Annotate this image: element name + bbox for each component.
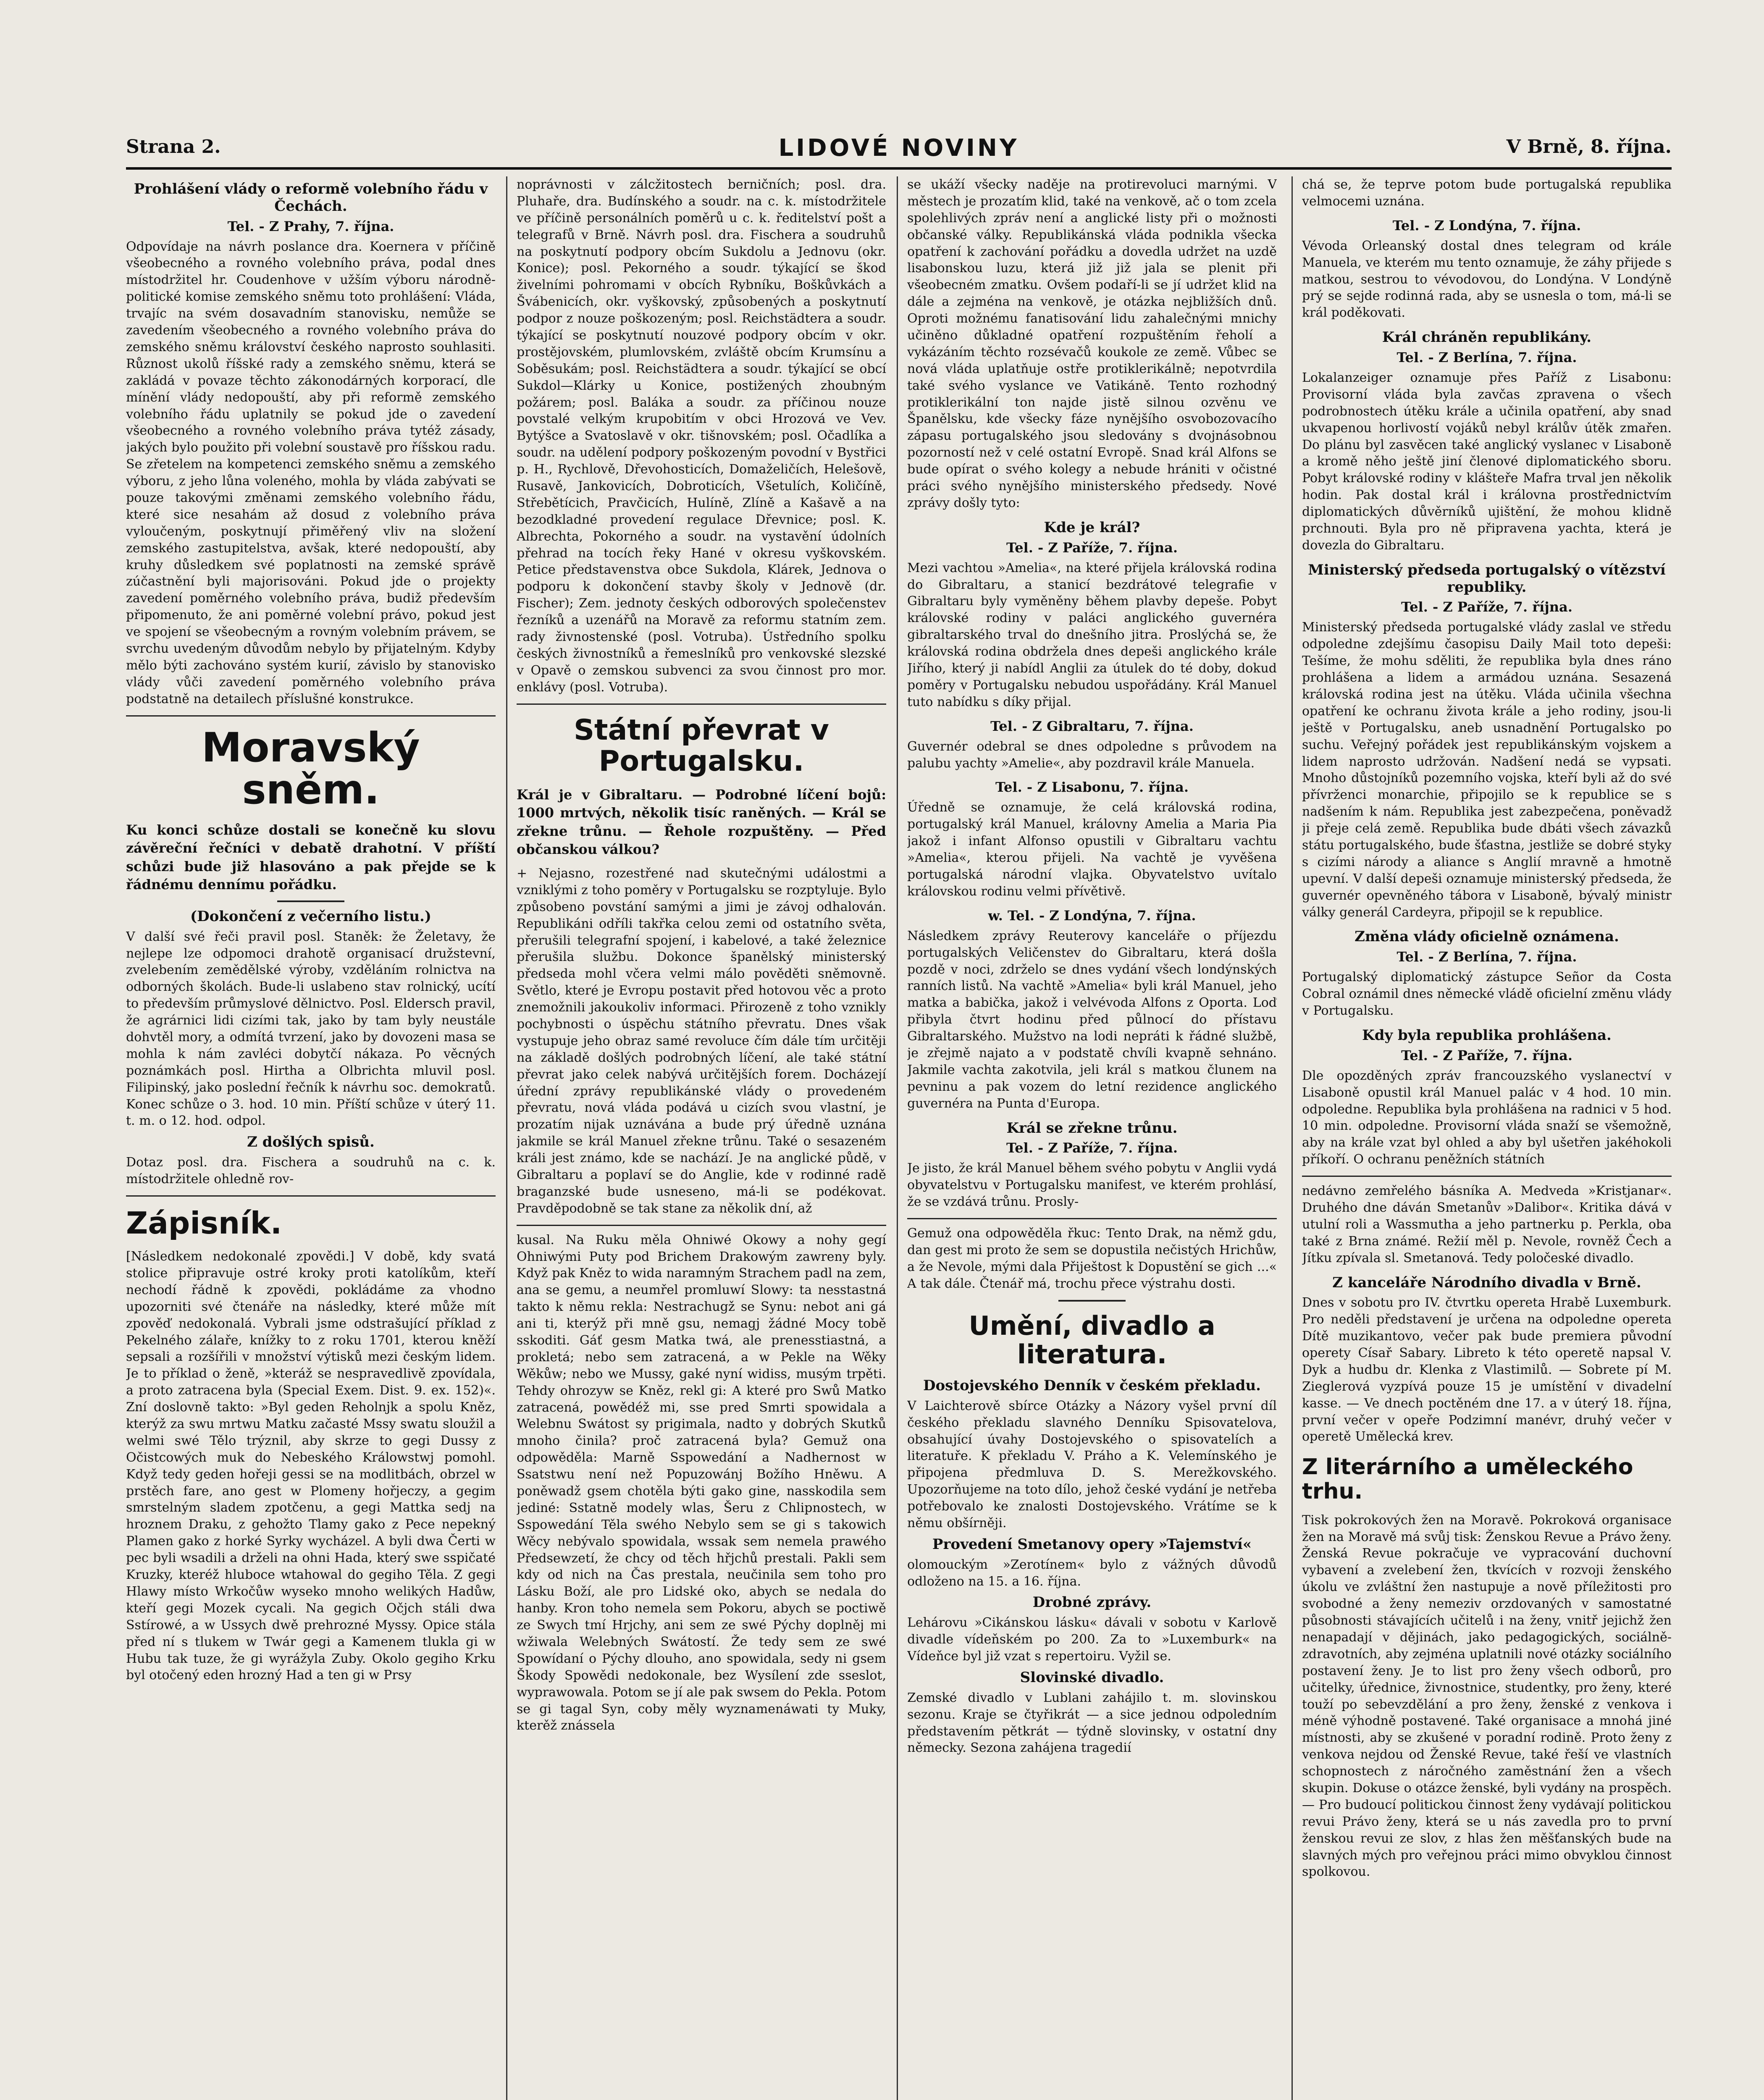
dateline: Tel. - Z Lisabonu, 7. října. <box>995 779 1189 795</box>
masthead-rule <box>126 167 1672 170</box>
dateline: Tel. - Z Prahy, 7. října. <box>227 218 394 234</box>
article-continuation <box>907 176 1277 512</box>
dateline: Tel. - Z Paříže, 7. října. <box>1006 1140 1178 1156</box>
article-lisabon <box>907 779 1277 900</box>
article-body: Lokalanzeiger oznamuje přes Paříž z Lisabonu: Provisorní vláda byla zavčas zpravena o všech podrobnostech útěku krále a učinila opatření, aby snad ukvapenou horlivostí vojáků nebyl králův útěk zmařen. Do plánu byl zasvěcen také anglický vyslanec v Lisaboně a kromě něho ještě jiní členové diplomatického sboru. Pobyt královské rodiny v klášteře Mafra trval jen několik hodin. Pak dostal král i královna prostřednictvím diplomatických důvěrníků ujištění, že mohou klidně prchnouti. Byla pro ně připravena yachta, která je dovezla do Gibraltaru. <box>1302 370 1672 553</box>
section-heading: Státní převrat v Portugalsku. <box>574 713 829 778</box>
article-body: se ukáží všecky naděje na protirevoluci marnými. V městech je prozatím klid, také na venkově, ač o tom zcela spolehlivých zpráv není a anglické listy při o možnosti občanské války. Republikánská vláda podnikla všecka opatření k zachování pořádku a dovedla udržet na uzdě lisabonskou luzu, která již již jala se plenit při všeobecném zmatku. Ovšem podaří-li se jí udržet klid na dále a zejména na venkově, je otázka nejbližších dnů. Oproti možnému fanatisování lidu zahalečnými mnichy učiněno důkladné opatření rozpuštěním řeholí a vykázáním těchto rozsévačů koukole ze země. Vůbec se nová vláda uplatňuje ostře protiklerikálně; nepotvrdila také svého vyslance ve Vatikáně. Tento rozhodný protiklerikální ton najde jistě silnou ozvěnu ve Španělsku, kde všecky fáze nynějšího osvobozovacího zápasu portugalského jsou sledovány s dvojnásobnou pozorností než v celé ostatní Evropě. Snad král Alfons se bude opírat o svého kolegy a nebude hrániti v očistné práci svého nynějšího ministerského předsedy. Nové zprávy došly tyto: <box>907 177 1277 510</box>
article-title: Slovinské divadlo. <box>1020 1669 1164 1686</box>
section-heading: Moravský sněm. <box>202 724 420 814</box>
article-body: nedávno zemřelého básníka A. Medveda »Kristjanar«. Druhého dne dáván Smetanův »Dalibor«. Kritika dává v utulní roli a Wassmutha a jeho partnerku p. Perkla, oba také z Brna známé. Režií měl p. Nevole, rovněž Čech a Jítku zpívala sl. Smetanová. Tedy poločeské divadlo. <box>1302 1184 1672 1265</box>
article-title: Dostojevského Denník v českém překladu. <box>923 1377 1261 1394</box>
article-body: Je jisto, že král Manuel během svého pobytu v Anglii vydá obyvatelstvu v Portugalsku manifest, ve kterém prohlásí, že se vzdává trůnu. Prosly- <box>907 1161 1277 1210</box>
dateline: Tel. - Z Berlína, 7. října. <box>1396 949 1577 965</box>
article-prohlaseni <box>126 181 496 708</box>
article-body: Odpovídaje na návrh poslance dra. Koernera v příčině všeobecného a rovného volebního práva, podal dnes místodržitel hr. Coudenhove v užším výboru národně-politické komise zemského sněmu toto prohlášení: Vláda, trvajíc na svém dosavadním stanovisku, nemůže se zavedením všeobecného a rovného volebního práva do zemského sněmu království českého naprosto souhlasiti. Různost ukolů říšské rady a zemského sněmu, která se zakládá v povaze těchto zákonodárných korporací, dle mínění vlády nedopouští, aby při reformě zemského volebního řádu uplatnily se pokud jde o zavedení všeobecného a rovného volebního práva tytéž zásady, jakých bylo použito při volební soustavě pro říšskou radu. Se zřetelem na kompetenci zemského sněmu a zemského výboru, z jeho lůna voleného, mohla by vláda zabývati se pouze takovými změnami zemského volebního řádu, které sice nesahám až dosud z volebního práva vyloučeným, poskytnují přiměřený vliv na složení zemského zastupitelstva, avšak, které nedopouští, aby kruhy důsledkem své poplatnosti na zemské správě zúčastnění byli majorisováni. Pokud jde o projekty zavedení poměrného volebního práva, budiž především připomenuto, že ani poměrné volební právo, pokud jest ve spojení se všeobecným a rovným volebním právem, se svrchu uvedeným důvodům nebylo by přijatelným. Kdyby mělo býti zachováno systém kurií, závislo by stanovisko vlády vůči zavedení poměrného volebního práva podstatně na detailech příslušné konstrukce. <box>126 239 496 706</box>
article-kdy <box>1302 1027 1672 1168</box>
article-title: Král se zřekne trůnu. <box>1006 1119 1178 1137</box>
article-moravsky-snem <box>126 724 496 1188</box>
article-continuation <box>517 176 886 696</box>
article-body: Guvernér odebral se dnes odpoledne s průvodem na palubu yachty »Amelie«, aby pozdravil krále Manuela. <box>907 739 1277 771</box>
column-3 <box>907 176 1277 2100</box>
article-continuation <box>1302 176 1672 210</box>
article-title: Drobné zprávy. <box>1032 1594 1152 1611</box>
article-body: Lehárovu »Cikánskou lásku« dávali v sobotu v Karlově divadle vídeňském po 200. Za to »Luxemburk« na Vídeňce byl již vzat s repertoiru. Vyžil se. <box>907 1615 1277 1664</box>
article-zmena <box>1302 928 1672 1019</box>
article-body: olomouckým »Zerotínem« bylo z vážných důvodů odloženo na 15. a 16. října. <box>907 1557 1277 1589</box>
article-body: Úředně se oznamuje, že celá královská rodina, portugalský král Manuel, královny Amelia a Maria Pia jakož i infant Alfonso opustili v Gibraltaru vachtu »Amelia«, kterou přijeli. Na vachtě je vyvěšena portugalská národní vlajka. Obyvatelstvo uvítalo královskou rodinu velmi přívětivě. <box>907 800 1277 899</box>
article-z-lit <box>1302 1455 1672 1880</box>
article-body: Vévoda Orleanský dostal dnes telegram od krále Manuela, ve kterém mu tento oznamuje, že záhy přijede s matkou, sestrou to vévodovou, do Londýna. V Londýně prý se sejde rodinná rada, aby se usnesla o tom, má-li se král poděkovati. <box>1302 238 1672 320</box>
section-heading: Umění, divadlo a literatura. <box>969 1310 1215 1370</box>
divider <box>126 715 496 717</box>
dateline: Tel. - Z Berlína, 7. října. <box>1396 349 1577 366</box>
article-body: kusal. Na Ruku měla Ohniwé Okowy a nohy gegí Ohniwými Puty pod Brichem Drakowým zawreny byly. Když pak Kněz to wida naramným Strachem padl na zem, ana se gemu, a neumřel promluwí Slowy: ta nesstastná takto k němu rekla: Nestrachugž se Synu: nebot ani gá ani ti, kterýž při mně gsu, nemagj žádné Mocy tobě sskoditi. Gáť gesm Matka twá, ale prenesstiastná, a prokletá; nebo sem zatracená, a w Pekle na Wěky Wěkůw; nebo we Mussy, gaké nyní widiss, musým trpěti. Tehdy ohrozyw se Kněz, rekl gi: A které pro Swů Matko zatracená, powědéž mi, sse pred Smrti spowidala a Welebnu Swátost sy prigimala, nadto y dobrých Skutků mnoho činila? proč zatracená byla? Gemuž ona odpowěděla: Marně Sspowedání a Nadhernost w Ssatstwu není než Popuzowánj Božího Hněwu. A poněwadž gsem chotěla býti gako gine, nasskodila sem jediné: Sstatně modely wlas, Šeru z Chlipnostech, w Sspowedání Těla swého Nebylo sem se gi s takowich Wěcy nebývalo spowidala, wssak sem nemela prawého Předsewzetí, že chcy od těch hřjchů prestali. Pakli sem kdy od nich na Čas prestala, neučinila sem toho pro Lásku Boží, ale pro Lidské oko, abych se nedala do hanby. Kron toho nemela sem Pokoru, abych se poctiwě ze Swych tmí Hrjchy, ani sem ze swé Pýchy doplněj mi wžiwala Welebných Swátostí. Že tedy sem ze swé Spowídaní o Pýchy dlouho, ano spowidala, sedy ni gsem Škody Spowědi nedokonale, bez Wysílení zde sseslot, wyprawowala. Potom se jí ale pak swsem do Pekla. Potom se gi tagal Syn, coby měly wyznamenáwati ty Muky, kterěž znássela <box>517 1232 886 1733</box>
article-body: Tisk pokrokových žen na Moravě. Pokroková organisace žen na Moravě má svůj tisk: Ženskou Revue a Právo ženy. Ženská Revue pokračuje ve vypracování duchovní vybavení a zvelebení žen, tkvících v rozvoji ženského úkolu ve zvláštní žen nastupuje a nově příležitosti pro svobodné a ženy nemeziv orzdovaných v samostatné působnosti stávajících učitelů i na ženy, vnitř jejichž žen nenapadají v dějinách, jako pedagogických, sociálně-zdravotních, aby zejména uplatnili nové otázky sociálního postavení ženy. Je to list pro ženy všech odborů, pro učitelky, úřednice, živnostnice, studentky, pro ženy, které touží po sebevzdělání a pro ženy, ženské z venkova i méně výhodně postavené. Také organisace a mnohá jiné místnosti, aby se zkušené v poradní rodině. Proto ženy z venkova nejdou od Ženské Revue, také řeší ve vlastních schopnostech z náročného zaměstnání žen a všech skupin. Dokuse o otázce ženské, byli vydány na prospěch. — Pro budoucí politickou činnost ženy vydávají politickou revui Právo ženy, která se u nás zavedla pro to první ženskou revui ze slov, z hlas žen měšťanských bude na slavných mých pro veřejnou práci mimo obvyklou činnost spolkovou. <box>1302 1512 1672 1880</box>
dateline: w. Tel. - Z Londýna, 7. října. <box>988 907 1196 924</box>
newspaper-page <box>126 134 1672 2100</box>
section-heading: Zápisník. <box>126 1205 282 1241</box>
column-divider <box>506 176 507 2100</box>
article-title: Kde je král? <box>1044 519 1140 536</box>
article-body: Následkem zprávy Reuterovy kanceláře o příjezdu portugalských Veličenstev do Gibraltaru, která došla pozdě v noci, zdrželo se dnes vydání všech londýnských ranních listů. Na vachtě »Amelia« byli král Manuel, jeho matka a babička, jakož i velvévoda Alfons z Oporta. Loď přibyla čtvrt hodinu před půlnocí do přístavu Gibraltarského. Mužstvo na lodi nepráti k řádné službě, je zřejmě najato a v podstatě chvíli kvapně sehnáno. Jakmile vachta zakotvila, jeli král s matkou člunem na pevninu a pak vozem do letní rezidence anglického guvernéra na Punta d'Europa. <box>907 928 1277 1111</box>
column-divider <box>1292 176 1293 2100</box>
dateline: Tel. - Z Paříže, 7. října. <box>1401 599 1572 615</box>
article-subtitle: (Dokončení z večerního listu.) <box>190 908 431 925</box>
column-2 <box>517 176 886 2100</box>
article-subtitle: Z došlých spisů. <box>247 1134 375 1151</box>
dateline: Tel. - Z Gibraltaru, 7. října. <box>990 718 1194 734</box>
zapisnik-continuation <box>517 1232 886 1735</box>
divider <box>1302 1176 1672 1177</box>
article-gibraltar <box>907 718 1277 772</box>
zapisnik-end <box>907 1225 1277 1292</box>
article-body: Dle opozděných zpráv francouzského vyslanectví v Lisaboně opustil král Manuel palác v 4 hod. 10 min. odpoledne. Republika byla prohlášena na radnici v 5 hod. 10 min. odpoledne. Provisorní vláda snaží se všemožně, aby na krále vzat byl ohled a aby byl ušetřen jakéhokoli příkoří. O ochranu peněžních státních <box>1302 1068 1672 1167</box>
article-londyn <box>907 908 1277 1112</box>
article-body: Dotaz posl. dra. Fischera a soudruhů na c. k. místodržitele ohledně rov- <box>126 1155 496 1187</box>
page-number: Strana 2. <box>126 136 221 158</box>
article-body: Ministerský předseda portugalské vlády zaslal ve středu odpoledne zdejšímu časopisu Daily Mail toto depeši: Tešíme, že mohu sděliti, že republika byla dnes ráno prohlášena a lidem a armádou uznána. Sesazená královská rodina jest na útěku. Vláda učinila všechna opatření ke ochranu života krále a jeho rodiny, jsou-li ještě v Portugalsku, aneb usnadnění Portugalsko po suchu. Veřejný pořádek jest republikánským vojskem a lidem naprosto udržován. Nadšení nedá se vypsati. Mnoho důstojníků pozemního vojska, kteří byli až do své přívrženci monarchie, připojilo se k republice se s nadšením k nám. Republika jest zabezpečena, poněvadž ji přeje celá země. Republika bude dbáti všech závazků státu portugalského, bude šťastna, jestliže se dobré styky s cizími národy a aliance s Anglií mravně a hmotně upevní. V další depeši oznamuje ministerský předseda, že guvernér opevněného tábora v Lisaboně, bývalý ministr války generál Cardeyra, připojil se k republice. <box>1302 620 1672 920</box>
newspaper-title: LIDOVÉ NOVINY <box>778 134 1019 162</box>
article-lead: Ku konci schůze dostali se konečně ku slovu závěreční řečníci v debatě drahotní. V příští schůzi bude již hlasováno a pak přejde se k řádnému dennímu pořádku. <box>126 822 496 892</box>
article-title: Kdy byla republika prohlášena. <box>1362 1026 1612 1044</box>
article-londyn <box>1302 218 1672 321</box>
column-1 <box>126 176 496 2100</box>
article-body: Zemské divadlo v Lublani zahájilo t. m. slovinskou sezonu. Kraje se čtyřikrát — a sice jednou odpoledním představením pětkrát — týdně slovinsky, v ostatní dny německy. Sezona zahájena tragedií <box>907 1690 1277 1756</box>
column-divider <box>897 176 898 2100</box>
dateline: Tel. - Z Londýna, 7. října. <box>1392 217 1581 234</box>
article-ministersky <box>1302 562 1672 921</box>
dateline: Tel. - Z Paříže, 7. října. <box>1401 1047 1572 1063</box>
divider <box>1058 1300 1126 1302</box>
section-heading: Z literárního a uměleckého trhu. <box>1302 1454 1633 1504</box>
issue-date: V Brně, 8. října. <box>1506 136 1672 158</box>
article-body: [Následkem nedokonalé zpovědi.] V době, kdy svatá stolice připravuje ostré kroky proti katolíkům, kteří nechodí řádně k zpovědi, pokládáme za vhodno upozorniti své čtenáře na následky, které může mít zpověď nedokonalá. Vybrali jsme odstrašující příklad z Pekelného zálaře, knížky to z roku 1701, kterou kněží sepsali a rozšířili v množství výtisků mezi českým lidem. Je to příklad o ženě, »kteráž se nespravedlivě zpovídala, a proto zatracena byla (Special Exem. Dist. 9. ex. 152)«. Zní doslovně takto: »Byl geden Reholnjk a spolu Kněz, kterýž za swu mrtwu Matku začasté Mssy swatu sloužil a welmi swé Tělo trýznil, aby skrze to gegi Dussy z Očistcowých muk do Nebeského Králowstwj pomohl. Když tedy geden hořeji gessi se na modlitbách, obrzel w prstěch fare, ano gest w Plomeny hořjeczy, a gegim smrstelným sladem zpotčenu, a gegi Mattka sedj na hroznem Draku, z gehožto Tlamy gako z Pece nepekný Plamen gako z horké Syrky wycházel. A byli dwa Čerti w pec byli wsadili a drželi na ohni Hada, který swe sspičaté Kruzky, kteréž hluboce wtahowal do gegiho Těla. Z gegi Hlawy místo Wrkočůw wyseko mnoho welikých Hadůw, kteří gegi Mozek cycali. Na gegich Očjch stáli dwa Sstírowé, a w Ussych dwě prehrozné Myssy. Opice stála před ní s tlukem w Twár gegi a Kamenem tlukla gi w Hubu tak tuze, že gi wyrážyla Zuby. Okolo gegiho Krku byl otočený eden hrozný Had a ten gi w Prsy <box>126 1249 496 1683</box>
article-body: Dnes v sobotu pro IV. čtvrtku opereta Hrabě Luxemburk. Pro neděli představení je určena na odpoledne opereta Dítě muzikantovo, večer pak bude premiera původní operety Císař Sabary. Libreto k této operetě napsal V. Dyk a hudbu dr. Klenka z Vlastimilů. — Sobrete pí M. Zieglerová vyzpívá pouze 15 je umístění v divadelní kasse. — Ve dnech poctěném dne 17. a v úterý 18. října, první večer v opeře Podzimní manévr, druhý večer v operetě Umělecká krev. <box>1302 1295 1672 1444</box>
article-title: Král chráněn republikány. <box>1382 329 1592 346</box>
article-body: V další své řeči pravil posl. Staněk: že Želetavy, že nejlepe lze odpomoci drahotě organisací družstevní, zvelebením zemědělské výroby, vzděláním rolnictva na odborných školách. Bude-li uslabeno stav rolnický, ucítí to především průmyslové dělnictvo. Posl. Eldersch pravil, že agrárnici lidi cizími tak, jako by tam byly neustále dohvtěl mory, a odmítá tvrzení, jako by dovozeni masa se mohla k nám zavléci dobytčí nákaza. Po věcných poznámkách posl. Hirtha a Olbrichta mluvil posl. Filipinský, jako poslední řečník k návrhu soc. demokratů. Konec schůze o 3. hod. 10 min. Příští schůze v úterý 11. t. m. o 12. hod. odpol. <box>126 929 496 1129</box>
article-statni-prevrat <box>517 715 886 1217</box>
divider <box>907 1218 1277 1219</box>
article-kancelar <box>1302 1274 1672 1446</box>
article-body: Mezi vachtou »Amelia«, na které přijela královská rodina do Gibraltaru, a stanicí bezdrátové telegrafie v Gibraltaru byly vyměněny během plavby depeše. Pobyt královské rodiny v paláci anglického guvernéra gibraltarského trval do dnešního jitra. Proslýchá se, že královská rodina obdržela dnes depeši anglického krále Jiřího, který ji nabídl Anglii za útulek do té doby, dokud poměry v Portugalsku nebudou uspořádány. Král Manuel tuto nabídku s díky přijal. <box>907 560 1277 709</box>
article-body: Gemuž ona odpowěděla řkuc: Tento Drak, na němž gdu, dan gest mi proto že sem se dopustila nečistých Hrichůw, a že Nevole, mými dala Přiještost k Dopustění se gich ...« A tak dále. Čtenář má, trochu přece výstrahu dosti. <box>907 1226 1277 1291</box>
article-title: Z kanceláře Národního divadla v Brně. <box>1332 1274 1641 1291</box>
article-body: + Nejasno, rozestřené nad skutečnými událostmi a vzniklými z toho poměry v Portugalsku se rozptyluje. Bylo způsobeno povstání samými a jimi je závoj odhalován. Republikáni odříli takřka celou zemi od ostatního světa, přerušili telegrafní spojení, i kabelové, a také železnice přerušila službu. Dokonce španělský ministerský předseda mohl včera velmi málo pověděti sněmovně. Světlo, které je Evropu postavit před hotovou věc a proto znemožnili jakoukoliv informaci. Přirozeně z toho vznikly pochybnosti o úspěchu státního převratu. Dnes však vystupuje jeho obraz samé revoluce čím dále tím určitěji na základě došlých podrobných líčení, ale také státní převrat jako celek nabývá určitějších forem. Docházejí úřední zprávy republikánské vlády o provedeném převratu, nová vláda podává u cizích svou vlastní, je prozatím nijak uznávána a bude prý úředně uznána jakmile se král Manuel zřekne trůnu. Také o sesazeném králi jest známo, kde se nachází. Je na anglické půdě, v Gibraltaru a poplaví se do Anglie, kde v rodinné radě braganzské bude usneseno, má-li se podékovat. Pravděpodobně se tak stane za několik dní, až <box>517 866 886 1216</box>
divider <box>277 900 344 902</box>
article-title: Změna vlády oficielně oznámena. <box>1354 928 1619 945</box>
article-title: Provedení Smetanovy opery »Tajemství« <box>932 1536 1252 1553</box>
article-title: Ministerský předseda portugalský o vítězství republiky. <box>1308 561 1666 596</box>
dateline: Tel. - Z Paříže, 7. října. <box>1006 539 1178 556</box>
article-body: noprávnosti v zálcžitostech berničních; posl. dra. Pluhaře, dra. Budínského a soudr. na c. k. místodržitele ve příčině personálních poměrů u c. k. ředitelství pošt a telegrafů v Brně. Návrh posl. dra. Fischera a soudruhů na poskytnutí podpory obcím Sukdolu a Jednovu (okr. Konice); posl. Pekorného a soudr. týkající se škod živelními pohromami v obcích Rybníku, Boškůvkách a Švábenicích, okr. vyškovský, způsobených a poskytnutí podpor z nouze poškozeným; posl. Reichstädtera a soudr. týkající se poskytnutí nouzové podpory obcím v okr. prostějovském, plumlovském, zvláště obcím Krumsínu a Soběsukám; posl. Reichstädtera a soudr. týkající se obcí Sukdol—Klárky u Konice, postižených zhoubným požárem; posl. Baláka a soudr. za příčinou nouze povstalé velkým krupobitím v obci Hrozová ve Vev. Bytýšce a Svatoslavě v okr. tišnovském; posl. Očadlíka a soudr. na udělení podpory poškozeným povodní v Bystřici p. H., Rychlově, Dřevohosticích, Domaželičích, Helešově, Rusavě, Jankovicích, Dobroticích, Všetulích, Količíně, Střebětícich, Pravčicích, Hulíně, Zlíně a Kašavě a na bezodkladné provedení regulace Dřevnice; posl. K. Albrechta, Pokorného a soudr. na vystavění údolních přehrad na tocích řeky Hané v okresu vyškovském. Petice představenstva obce Sukdola, Klárek, Jednova o podporu k dokončení stavby školy v Jednově (dr. Fischer); Zem. jednoty českých odborových společenstev řezníků a uzenářů na Moravě za reformu statním zem. rady živnostenské (posl. Votruba). Ústředního spolku českých živnostníků a řemeslníků pro venkovské slezské v Opavě o zemskou subvenci za svou činnost pro mor. enklávy (posl. Votruba). <box>517 177 886 695</box>
article-body: Portugalský diplomatický zástupce Señor da Costa Cobral oznámil dnes německé vládě oficielní změnu vlády v Portugalsku. <box>1302 970 1672 1018</box>
masthead <box>126 134 1672 164</box>
section-umeni <box>907 1312 1277 1757</box>
article-body: chá se, že teprve potom bude portugalská republika velmocemi uznána. <box>1302 177 1672 209</box>
article-zrekne <box>907 1120 1277 1210</box>
article-kde-je-kral <box>907 519 1277 711</box>
divider <box>517 1225 886 1226</box>
column-4 <box>1302 176 1672 2100</box>
article-zapisnik <box>126 1207 496 1684</box>
divider <box>517 704 886 705</box>
slovinske-continuation <box>1302 1183 1672 1266</box>
article-lead: Král je v Gibraltaru. — Podrobné líčení bojů: 1000 mrtvých, několik tisíc raněných. — Král se zřekne trůnu. — Řehole rozpuštěny. — Před občanskou válkou? <box>517 787 886 857</box>
article-body: V Laichterově sbírce Otázky a Názory vyšel první díl českého překladu slavného Denníku Spisovatelova, obsahující úvahy Dostojevského o spisovatelích a literatuře. K překladu V. Práho a K. Velemínského je připojena předmluva D. S. Merežkovského. Upozorňujeme na toto dílo, jehož české vydání je netřeba potřebovalo ke znalosti Dostojevského. Vrátíme se k němu obšírněji. <box>907 1398 1277 1530</box>
article-kral-chranen <box>1302 329 1672 554</box>
article-title: Prohlášení vlády o reformě volebního řádu v Čechách. <box>134 181 488 215</box>
divider <box>126 1195 496 1197</box>
